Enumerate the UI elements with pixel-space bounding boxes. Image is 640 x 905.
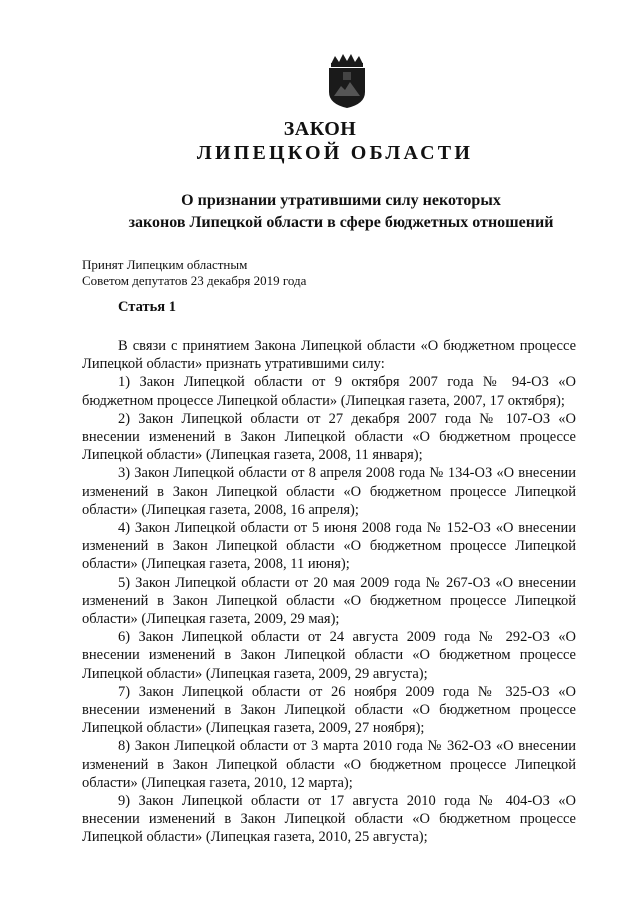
list-item: 6) Закон Липецкой области от 24 августа 2009 года № 292-ОЗ «О внесении изменений в Закон Липецкой области «О бюджетном процессе Липецкой области» (Липецкая газета, 2009, 29 августа); [82, 629, 576, 682]
subject-line: О признании утратившими силу некоторых [181, 192, 501, 209]
region-title: ЛИПЕЦКОЙ ОБЛАСТИ [196, 142, 474, 164]
list-item: 4) Закон Липецкой области от 5 июня 2008 года № 152-ОЗ «О внесении изменений в Закон Липецкой области «О бюджетном процессе Липецкой области» (Липецкая газета, 2008, 11 июня); [82, 520, 576, 573]
list-item: 2) Закон Липецкой области от 27 декабря 2007 года № 107-ОЗ «О внесении изменений в Закон Липецкой области «О бюджетном процессе Липецкой области» (Липецкая газета, 2008, 11 января); [82, 410, 576, 464]
law-subject [0, 190, 640, 234]
adoption-line: Советом депутатов 23 декабря 2019 года [82, 273, 307, 288]
list-item: 9) Закон Липецкой области от 17 августа 2010 года № 404-ОЗ «О внесении изменений в Закон Липецкой области «О бюджетном процессе Липецкой области» (Липецкая газета, 2010, 25 августа); [82, 793, 576, 846]
law-title: ЗАКОН [283, 118, 357, 140]
list-item: 7) Закон Липецкой области от 26 ноября 2009 года № 325-ОЗ «О внесении изменений в Закон Липецкой области «О бюджетном процессе Липецкой области» (Липецкая газета, 2009, 27 ноября); [82, 683, 576, 737]
article-intro: В связи с принятием Закона Липецкой области «О бюджетном процессе Липецкой области» признать утратившими силу: [82, 338, 576, 373]
subject-line: законов Липецкой области в сфере бюджетных отношений [128, 214, 554, 231]
list-item: 1) Закон Липецкой области от 9 октября 2007 года № 94-ОЗ «О бюджетном процессе Липецкой области» (Липецкая газета, 2007, 17 октября); [82, 374, 576, 409]
list-item: 5) Закон Липецкой области от 20 мая 2009 года № 267-ОЗ «О внесении изменений в Закон Липецкой области «О бюджетном процессе Липецкой области» (Липецкая газета, 2009, 29 мая); [82, 574, 576, 628]
article-heading: Статья 1 [118, 299, 176, 315]
article-body [82, 337, 576, 847]
lipetsk-coat-of-arms-icon [323, 52, 371, 110]
adoption-line: Принят Липецким областным [82, 257, 248, 272]
list-item: 3) Закон Липецкой области от 8 апреля 2008 года № 134-ОЗ «О внесении изменений в Закон Липецкой области «О бюджетном процессе Липецкой области» (Липецкая газета, 2008, 16 апреля); [82, 465, 576, 518]
adoption-note [82, 257, 306, 289]
list-item: 8) Закон Липецкой области от 3 марта 2010 года № 362-ОЗ «О внесении изменений в Закон Липецкой области «О бюджетном процессе Липецкой области» (Липецкая газета, 2010, 12 марта); [82, 738, 576, 791]
